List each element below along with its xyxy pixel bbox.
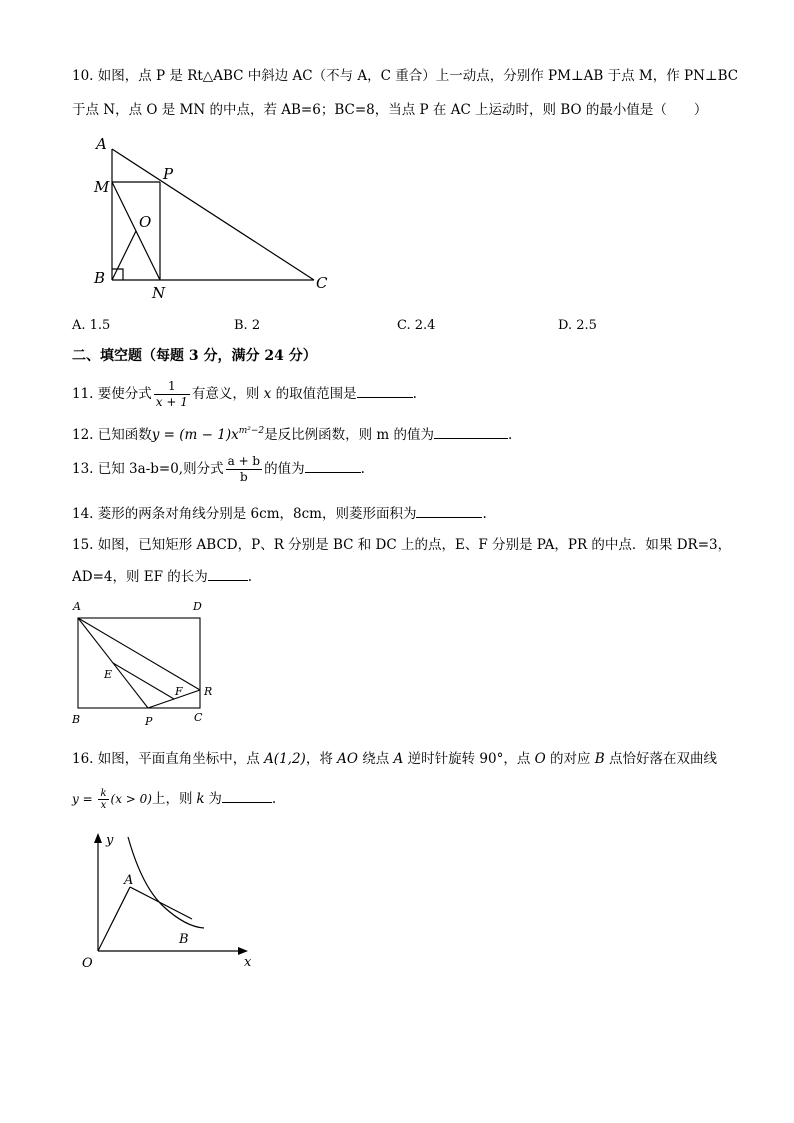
q16-pre: 16. 如图，平面直角坐标中，点: [72, 751, 260, 767]
q12-func: y = (m − 1)x: [151, 427, 239, 443]
q13-post: 的值为: [264, 461, 305, 477]
q10-label-P: P: [163, 165, 174, 183]
q16-line1: [72, 749, 717, 769]
q16-kvar: k: [196, 791, 205, 807]
q13-blank[interactable]: [305, 458, 361, 473]
q16-pivot: A: [393, 751, 404, 767]
q16-den: x: [100, 800, 107, 811]
q15-label-C: C: [194, 711, 203, 724]
q15-blank[interactable]: [208, 566, 248, 581]
q11-num: 1: [154, 379, 190, 395]
q10-figure: [88, 132, 338, 302]
q16-mid: ，将: [305, 751, 333, 767]
q12-end: .: [508, 427, 513, 443]
q11: [72, 379, 417, 410]
q15-label-D: D: [193, 600, 202, 613]
q12: [72, 424, 512, 447]
q10-label-A: A: [96, 135, 107, 153]
q11-mid: 有意义，则: [191, 386, 260, 402]
x-axis-arrow: [238, 947, 248, 955]
q13: [72, 454, 365, 485]
q10-choice-a: A. 1.5: [72, 318, 111, 333]
q16-label-O: O: [82, 956, 93, 971]
q13-num: a + b: [227, 454, 261, 468]
q10-label-N: N: [152, 284, 166, 302]
q10-label-B: B: [94, 269, 106, 287]
q11-post: 的取值范围是: [275, 386, 357, 402]
q12-post: 是反比例函数，则 m 的值为: [264, 427, 435, 443]
q16-point: A(1,2): [264, 751, 306, 767]
q12-exp: m²−2: [238, 426, 265, 436]
q14: [72, 503, 487, 524]
y-axis-arrow: [94, 833, 102, 843]
q10-label-C: C: [316, 274, 328, 292]
q15-text: AD=4，则 EF 的长为: [72, 569, 208, 585]
q16-rot3: 的对应: [550, 751, 591, 767]
q15-label-R: R: [204, 685, 213, 698]
q16-label-x: x: [244, 955, 252, 970]
q15-label-P: P: [145, 715, 153, 728]
q11-blank[interactable]: [357, 383, 413, 398]
q10-choice-d: D. 2.5: [558, 318, 597, 333]
q13-pre: 13. 已知 3a-b=0,则分式: [72, 461, 224, 477]
q10-choice-b: B. 2: [234, 318, 261, 333]
q16-seg: AO: [337, 751, 358, 767]
q15-line1: 15. 如图，已知矩形 ABCD，P、R 分别是 BC 和 DC 上的点，E、F 分别是 PA，PR 的中点．如果 DR=3，: [72, 537, 732, 553]
q16-line2-mid: 上，则: [151, 791, 193, 807]
section-title: 二、填空题（每题 3 分，满分 24 分）: [72, 348, 317, 364]
q10-label-O: O: [139, 213, 152, 231]
q16-func: y =: [72, 792, 97, 806]
q11-den: x + 1: [155, 395, 188, 409]
q16-label-A: A: [124, 873, 134, 888]
q14-blank[interactable]: [416, 503, 482, 518]
q15-label-F: F: [175, 685, 183, 698]
q15-label-A: A: [73, 600, 81, 613]
q16-fraction: [98, 788, 108, 811]
q16-num: k: [100, 788, 107, 799]
q14-end: .: [482, 506, 487, 522]
q16-rot2: 逆时针旋转 90°，点: [407, 751, 531, 767]
q15-label-B: B: [72, 713, 81, 726]
q15-figure: [68, 597, 228, 732]
q13-den: b: [240, 470, 248, 484]
q16-o: O: [534, 751, 546, 767]
q16-cond: (x > 0): [110, 792, 152, 806]
q10-label-M: M: [94, 178, 110, 196]
q14-text: 14. 菱形的两条对角线分别是 6cm，8cm，则菱形面积为: [72, 506, 417, 522]
q13-fraction: [226, 454, 263, 485]
q10-line2: 于点 N，点 O 是 MN 的中点，若 AB=6；BC=8，当点 P 在 AC 上运动时，则 BO 的最小值是（ ）: [72, 102, 708, 118]
q15-label-E: E: [104, 668, 113, 681]
q16-b: B: [594, 751, 605, 767]
q11-end: .: [412, 386, 417, 402]
q10-choice-c: C. 2.4: [397, 318, 436, 333]
q12-pre: 12. 已知函数: [72, 427, 152, 443]
q10-line1: 10. 如图，点 P 是 Rt△ABC 中斜边 AC（不与 A，C 重合）上一动点，分别作 PM⊥AB 于点 M，作 PN⊥BC: [72, 68, 739, 84]
q16-rot: 绕点: [362, 751, 390, 767]
q11-pre: 11. 要使分式: [72, 386, 152, 402]
q11-var: x: [263, 386, 272, 402]
q16-label-B: B: [179, 932, 189, 947]
q16-end: .: [271, 791, 277, 807]
q16-post: 点恰好落在双曲线: [609, 751, 718, 767]
q16-blank[interactable]: [222, 788, 272, 803]
q16-line2: [72, 786, 276, 812]
q16-line2-post: 为: [208, 791, 222, 807]
q15-end: .: [247, 569, 253, 585]
q16-label-y: y: [106, 833, 114, 848]
q11-fraction: [154, 379, 190, 410]
q13-end: .: [360, 461, 365, 477]
q16-figure: [72, 827, 262, 972]
q15-line2: [72, 566, 252, 587]
q12-blank[interactable]: [434, 424, 508, 439]
